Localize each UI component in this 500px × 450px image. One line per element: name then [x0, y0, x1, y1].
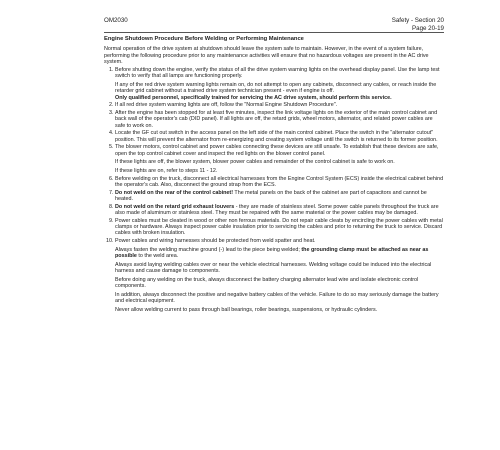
- step-text: 10. Power cables and wiring harnesses should be protected from weld spatter and heat.: [115, 238, 316, 244]
- note-emphasis: the grounding clamp must be attached as near as possible: [115, 246, 429, 259]
- header-rule: [104, 32, 444, 33]
- step-text: 9. Power cables must be cleated in wood or other non ferrous materials. Do not repair cable cleats by encircling the power cables with metal clamps or hardware. Always inspect power cable insulation prior to servicing the cables and prior to returning the truck to service. Discard cables with broken insulation.: [115, 217, 443, 237]
- step-text-rest: The metal panels on the back of the cabinet are part of capacitors and cannot be heated.: [115, 189, 427, 202]
- step-text: 4. Locate the GF cut out switch in the access panel on the left side of the main control cabinet. Place the switch in the "alternator cutout" position. This will prevent the alternator from re-energizing and creating system voltage until the switch is returned to its former position.: [115, 130, 438, 143]
- document-body: [104, 36, 444, 315]
- document-id: OM2030: [104, 17, 128, 24]
- step-text: 3. After the engine has been stopped for at least five minutes, inspect the link voltage lights on the exterior of the main control cabinet and back wall of the operator's cab (DID panel). If all lights are off, the retard grids, wheel motors, alternator, and related power cables are safe to work on.: [115, 110, 438, 129]
- step-1: [115, 67, 444, 101]
- step-text: 6. Before welding on the truck, disconnect all electrical harnesses from the Engine Control System (ECS) inside the electrical cabinet behind the operator's cab. Also, disconnect the ground strap from the ECS.: [115, 175, 444, 188]
- step-note: In addition, always disconnect the positive and negative battery cables of the vehicle. Failure to do so may seriously damage the battery and electrical equipment.: [115, 291, 439, 304]
- step-note: If any of the red drive system warning lights remain on, do not attempt to open any cabinets, disconnect any cables, or reach inside the retarder grid cabinet without a trained drive system technician present - even if engine is off.: [115, 82, 437, 95]
- step-7: [115, 190, 444, 203]
- step-3: [115, 110, 444, 129]
- step-warning: Do not weld on the rear of the control cabinet!: [115, 189, 233, 196]
- step-text: [115, 190, 444, 203]
- step-2: [115, 102, 444, 108]
- procedure-title: Engine Shutdown Procedure Before Welding or Performing Maintenance: [104, 36, 304, 42]
- step-text: 2. If all red drive system warning lights are off, follow the "Normal Engine Shutdown Procedure".: [115, 102, 338, 109]
- procedure-steps: [104, 67, 444, 313]
- step-text: 1. Before shutting down the engine, verify the status of all the drive system warning lights on the overhead display panel. Use the lamp test switch to verify that all lamps are functioning properly.: [115, 67, 440, 80]
- step-text: 5. The blower motors, control cabinet and power cables connecting these devices are still unsafe. To establish that these devices are safe, open the top control cabinet cover and inspect the red lights on the blower control panel.: [115, 144, 439, 157]
- step-note: Always avoid laying welding cables over or near the vehicle electrical harnesses. Welding voltage could be induced into the electrical harness and cause damage to components.: [115, 261, 432, 274]
- step-text-rest: - they are made of stainless steel. Some power cable panels throughout the truck are also made of aluminum or stainless steel. They must be repaired with the same material or the power cables may be damaged.: [115, 203, 439, 216]
- step-note: If these lights are off, the blower system, blower power cables and remainder of the control cabinet is safe to work on.: [115, 159, 395, 166]
- section-header: [392, 17, 444, 32]
- step-note: Never allow welding current to pass through ball bearings, roller bearings, suspensions, or hydraulic cylinders.: [115, 306, 378, 313]
- step-6: [115, 176, 444, 189]
- step-5: [115, 144, 444, 174]
- step-4: [115, 130, 444, 143]
- step-10: [115, 238, 444, 313]
- section-line: Safety - Section 20: [391, 17, 444, 24]
- note-text: to the weld area.: [136, 253, 179, 259]
- step-text: [115, 204, 444, 217]
- step-note: [115, 247, 444, 260]
- step-9: [115, 218, 444, 237]
- page-number: Page 20-19: [412, 24, 444, 32]
- step-8: [115, 204, 444, 217]
- step-warning: Do not weld on the retard grid exhaust louvers: [115, 203, 235, 210]
- step-note: If these lights are on, refer to steps 11 - 12.: [115, 168, 218, 174]
- note-text: Always fasten the welding machine ground (-) lead to the piece being welded;: [115, 246, 302, 253]
- intro-paragraph: Normal operation of the drive system at shutdown should leave the system safe to maintain. However, in the event of a system failure, performing the following procedure prior to any maintenance activities will ensure that no hazardous voltages are present in the AC drive system.: [104, 46, 429, 65]
- step-note: Before doing any welding on the truck, always disconnect the battery charging alternator lead wire and isolate electronic control components.: [115, 276, 419, 289]
- step-warning: Only qualified personnel, specifically trained for servicing the AC drive system, should perform this service.: [115, 94, 392, 101]
